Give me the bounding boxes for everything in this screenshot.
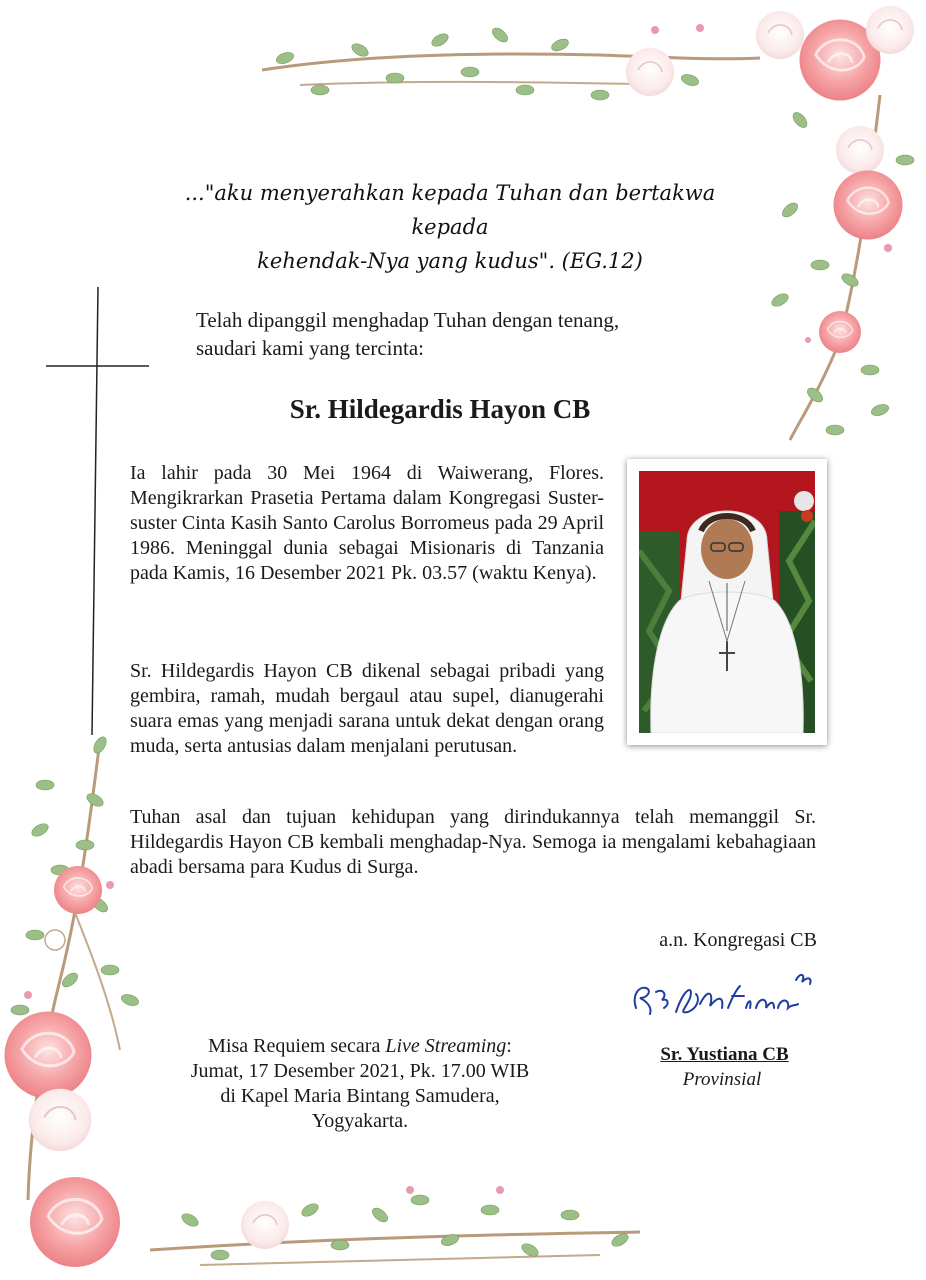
mass-date-time: Jumat, 17 Desember 2021, Pk. 17.00 WIB xyxy=(190,1060,530,1082)
mass-location: di Kapel Maria Bintang Samudera, xyxy=(220,1085,500,1107)
closing-paragraph: Tuhan asal dan tujuan kehidupan yang dirindukannya telah memanggil Sr. Hildegardis Hayon CB kembali menghadap-Nya. Semoga ia mengalami kebahagiaan abadi bersama para Kudus di Surga. xyxy=(130,806,816,878)
signer-name: Sr. Yustiana CB xyxy=(660,1044,789,1065)
requiem-mass-info xyxy=(155,1034,565,1134)
mass-line-1 xyxy=(155,1034,565,1059)
biography-paragraph: Ia lahir pada 30 Mei 1964 di Waiwerang, Flores. Mengikrarkan Prasetia Pertama dalam Kongregasi Suster-suster Cinta Kasih Santo Carolus Borromeus pada 29 April 1986. Meninggal dunia sebagai Misionaris di Tanzania pada Kamis, 16 Desember 2021 Pk. 03.57 (waktu Kenya). xyxy=(130,462,604,584)
character-paragraph: Sr. Hildegardis Hayon CB dikenal sebagai pribadi yang gembira, ramah, mudah bergaul atau supel, dianugerahi suara emas yang menjadi sarana untuk dekat dengan orang muda, serta antusias dalam menjalani perutusan. xyxy=(130,660,604,757)
left-rose-cluster xyxy=(4,735,140,1267)
signer-role: Provinsial xyxy=(682,1069,762,1090)
top-vine-decoration xyxy=(262,24,760,100)
portrait-photo xyxy=(639,471,815,733)
bottom-vine-decoration xyxy=(150,1186,640,1265)
portrait-photo-frame xyxy=(627,459,827,745)
handwritten-signature xyxy=(628,968,818,1024)
deceased-name: Sr. Hildegardis Hayon CB xyxy=(289,394,591,424)
live-streaming-label: Live Streaming xyxy=(385,1035,507,1057)
quote-line-1: ..."aku menyerahkan kepada Tuhan dan bertakwa kepada xyxy=(184,181,716,239)
mass-city: Yogyakarta. xyxy=(311,1110,409,1132)
on-behalf-label: a.n. Kongregasi CB xyxy=(659,929,817,951)
epigraph-quote xyxy=(150,176,750,278)
quote-line-2: kehendak-Nya yang kudus". (EG.12) xyxy=(257,249,643,273)
top-right-rose-cluster xyxy=(756,6,914,440)
intro-line-2: saudari kami yang tercinta: xyxy=(196,336,424,360)
announcement-intro xyxy=(196,306,676,362)
mass-prefix: Misa Requiem secara xyxy=(208,1035,386,1057)
mass-colon: : xyxy=(506,1035,512,1057)
intro-line-1: Telah dipanggil menghadap Tuhan dengan tenang, xyxy=(196,308,620,332)
